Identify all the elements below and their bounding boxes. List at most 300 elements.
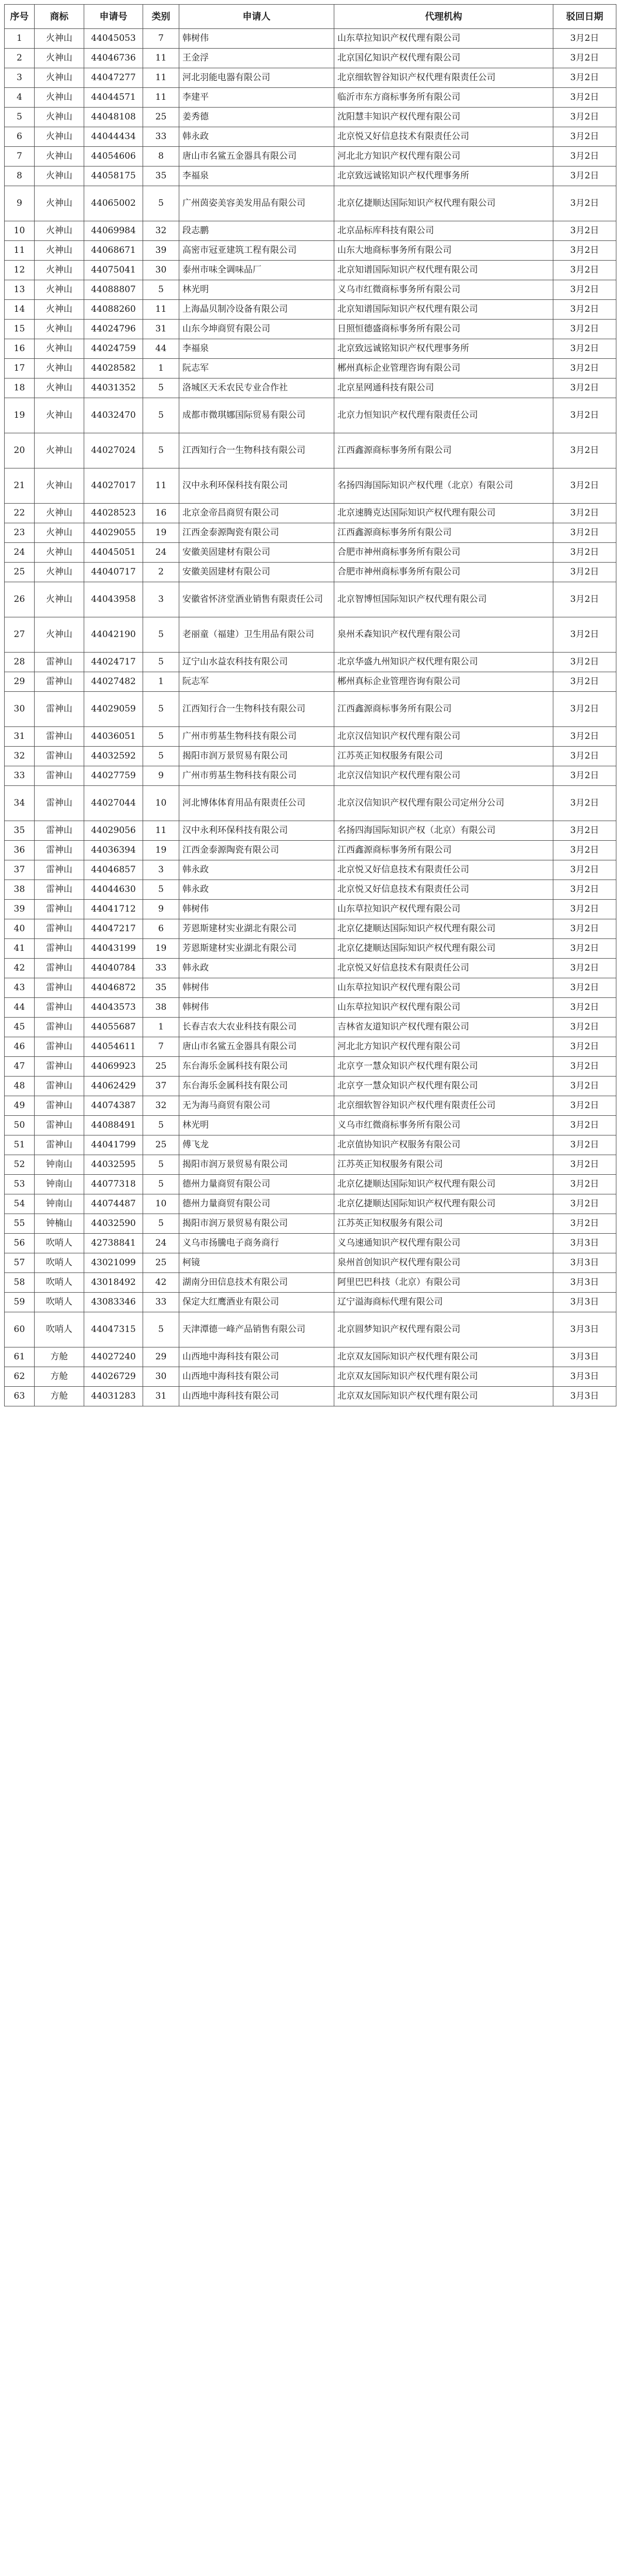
cell-index: 14 (5, 300, 35, 320)
cell-class: 7 (143, 29, 179, 49)
cell-index: 5 (5, 108, 35, 127)
cell-agency: 泉州首创知识产权代理有限公司 (334, 1253, 553, 1273)
cell-rejection-date: 3月2日 (553, 241, 616, 261)
cell-agency: 郴州真标企业管理咨询有限公司 (334, 359, 553, 378)
cell-agency: 日照恒德盛商标事务所有限公司 (334, 320, 553, 339)
cell-agency: 北京智博恒国际知识产权代理有限公司 (334, 582, 553, 617)
cell-agency: 北京亿捷顺达国际知识产权代理有限公司 (334, 939, 553, 959)
cell-agency: 郴州真标企业管理咨询有限公司 (334, 672, 553, 692)
table-row (5, 1312, 616, 1347)
cell-agency: 山东草拉知识产权代理有限公司 (334, 900, 553, 919)
cell-rejection-date: 3月2日 (553, 1175, 616, 1194)
cell-applicant: 安徽省怀济堂酒业销售有限责任公司 (179, 582, 334, 617)
cell-rejection-date: 3月2日 (553, 1135, 616, 1155)
cell-trademark: 雷神山 (35, 653, 84, 672)
cell-trademark: 雷神山 (35, 672, 84, 692)
cell-application-number: 44046857 (84, 860, 143, 880)
cell-class: 31 (143, 320, 179, 339)
cell-application-number: 44029059 (84, 692, 143, 727)
cell-agency: 江苏英正知权服务有限公司 (334, 1214, 553, 1234)
cell-application-number: 44029056 (84, 821, 143, 841)
table-row (5, 1018, 616, 1037)
cell-application-number: 44055687 (84, 1018, 143, 1037)
cell-applicant: 江西金泰源陶瓷有限公司 (179, 523, 334, 543)
cell-class: 5 (143, 1116, 179, 1135)
cell-index: 37 (5, 860, 35, 880)
cell-applicant: 韩永政 (179, 959, 334, 978)
cell-applicant: 保定大红鹰酒业有限公司 (179, 1293, 334, 1312)
cell-trademark: 火神山 (35, 582, 84, 617)
cell-application-number: 44027024 (84, 433, 143, 468)
cell-agency: 义乌速通知识产权代理有限公司 (334, 1234, 553, 1253)
cell-trademark: 火神山 (35, 378, 84, 398)
cell-class: 5 (143, 1155, 179, 1175)
cell-trademark: 火神山 (35, 127, 84, 147)
table-row (5, 241, 616, 261)
cell-agency: 北京亿捷顺达国际知识产权代理有限公司 (334, 1194, 553, 1214)
cell-rejection-date: 3月2日 (553, 978, 616, 998)
cell-rejection-date: 3月2日 (553, 147, 616, 166)
cell-class: 33 (143, 127, 179, 147)
cell-applicant: 李建平 (179, 88, 334, 108)
cell-index: 11 (5, 241, 35, 261)
cell-index: 12 (5, 261, 35, 280)
cell-applicant: 柯镜 (179, 1253, 334, 1273)
cell-agency: 北京亨一慧众知识产权代理有限公司 (334, 1077, 553, 1096)
cell-agency: 沈阳慧丰知识产权代理有限公司 (334, 108, 553, 127)
cell-application-number: 44058175 (84, 166, 143, 186)
cell-applicant: 揭阳市润万景贸易有限公司 (179, 1214, 334, 1234)
cell-rejection-date: 3月2日 (553, 127, 616, 147)
cell-class: 29 (143, 1347, 179, 1367)
cell-rejection-date: 3月2日 (553, 359, 616, 378)
cell-applicant: 傅飞龙 (179, 1135, 334, 1155)
cell-trademark: 火神山 (35, 108, 84, 127)
cell-applicant: 阮志军 (179, 359, 334, 378)
cell-class: 32 (143, 1096, 179, 1116)
cell-index: 63 (5, 1387, 35, 1406)
cell-index: 13 (5, 280, 35, 300)
cell-index: 17 (5, 359, 35, 378)
table-row (5, 978, 616, 998)
cell-trademark: 火神山 (35, 320, 84, 339)
cell-rejection-date: 3月2日 (553, 1155, 616, 1175)
cell-rejection-date: 3月2日 (553, 653, 616, 672)
table-row (5, 300, 616, 320)
cell-rejection-date: 3月2日 (553, 221, 616, 241)
cell-applicant: 姜秀德 (179, 108, 334, 127)
cell-applicant: 汉中永利环保科技有限公司 (179, 468, 334, 504)
cell-applicant: 无为海马商贸有限公司 (179, 1096, 334, 1116)
cell-class: 25 (143, 1253, 179, 1273)
cell-application-number: 44027482 (84, 672, 143, 692)
cell-trademark: 雷神山 (35, 919, 84, 939)
cell-application-number: 44088491 (84, 1116, 143, 1135)
cell-trademark: 吹哨人 (35, 1273, 84, 1293)
cell-applicant: 唐山市名鲨五金器具有限公司 (179, 1037, 334, 1057)
cell-trademark: 钟南山 (35, 1175, 84, 1194)
cell-applicant: 安徽美固建材有限公司 (179, 543, 334, 563)
cell-class: 33 (143, 959, 179, 978)
cell-index: 23 (5, 523, 35, 543)
cell-application-number: 44045051 (84, 543, 143, 563)
cell-agency: 北京汉信知识产权代理有限公司定州分公司 (334, 786, 553, 821)
cell-trademark: 雷神山 (35, 786, 84, 821)
cell-application-number: 44045053 (84, 29, 143, 49)
cell-agency: 北京双友国际知识产权代理有限公司 (334, 1387, 553, 1406)
cell-application-number: 44032470 (84, 398, 143, 433)
cell-rejection-date: 3月2日 (553, 378, 616, 398)
cell-class: 5 (143, 1175, 179, 1194)
cell-index: 19 (5, 398, 35, 433)
cell-trademark: 火神山 (35, 468, 84, 504)
cell-class: 24 (143, 543, 179, 563)
table-row (5, 88, 616, 108)
cell-class: 38 (143, 998, 179, 1018)
cell-index: 62 (5, 1367, 35, 1387)
cell-index: 26 (5, 582, 35, 617)
cell-rejection-date: 3月2日 (553, 617, 616, 653)
cell-class: 3 (143, 582, 179, 617)
cell-agency: 山东草拉知识产权代理有限公司 (334, 978, 553, 998)
cell-class: 8 (143, 147, 179, 166)
cell-rejection-date: 3月3日 (553, 1273, 616, 1293)
cell-trademark: 火神山 (35, 221, 84, 241)
header-trademark: 商标 (35, 5, 84, 29)
cell-agency: 北京值协知识产权服务有限公司 (334, 1135, 553, 1155)
cell-class: 11 (143, 88, 179, 108)
cell-index: 18 (5, 378, 35, 398)
cell-application-number: 44028523 (84, 504, 143, 523)
cell-class: 11 (143, 468, 179, 504)
cell-class: 10 (143, 1194, 179, 1214)
cell-applicant: 山西地中海科技有限公司 (179, 1367, 334, 1387)
cell-trademark: 火神山 (35, 433, 84, 468)
cell-trademark: 雷神山 (35, 860, 84, 880)
cell-trademark: 火神山 (35, 563, 84, 582)
cell-rejection-date: 3月2日 (553, 766, 616, 786)
cell-trademark: 吹哨人 (35, 1234, 84, 1253)
cell-rejection-date: 3月2日 (553, 821, 616, 841)
cell-rejection-date: 3月2日 (553, 1096, 616, 1116)
table-row (5, 147, 616, 166)
cell-applicant: 广州市剪基生物科技有限公司 (179, 727, 334, 747)
cell-agency: 北京汉信知识产权代理有限公司 (334, 766, 553, 786)
cell-agency: 北京汉信知识产权代理有限公司 (334, 727, 553, 747)
cell-rejection-date: 3月2日 (553, 582, 616, 617)
cell-agency: 江苏英正知权服务有限公司 (334, 747, 553, 766)
table-row (5, 841, 616, 860)
cell-trademark: 雷神山 (35, 1037, 84, 1057)
cell-index: 32 (5, 747, 35, 766)
cell-agency: 北京细软智谷知识产权代理有限责任公司 (334, 1096, 553, 1116)
cell-agency: 北京悦又好信息技术有限责任公司 (334, 880, 553, 900)
table-row (5, 1096, 616, 1116)
cell-applicant: 阮志军 (179, 672, 334, 692)
cell-agency: 北京国亿知识产权代理有限公司 (334, 49, 553, 68)
table-row (5, 959, 616, 978)
cell-class: 5 (143, 186, 179, 221)
cell-class: 11 (143, 821, 179, 841)
table-row (5, 1057, 616, 1077)
cell-trademark: 雷神山 (35, 959, 84, 978)
cell-trademark: 火神山 (35, 166, 84, 186)
cell-index: 58 (5, 1273, 35, 1293)
cell-trademark: 雷神山 (35, 841, 84, 860)
table-row (5, 747, 616, 766)
cell-rejection-date: 3月2日 (553, 1116, 616, 1135)
cell-index: 22 (5, 504, 35, 523)
cell-index: 15 (5, 320, 35, 339)
cell-index: 31 (5, 727, 35, 747)
cell-rejection-date: 3月3日 (553, 1253, 616, 1273)
cell-applicant: 成都市微琪娜国际贸易有限公司 (179, 398, 334, 433)
cell-agency: 临沂市东方商标事务所有限公司 (334, 88, 553, 108)
cell-trademark: 火神山 (35, 359, 84, 378)
cell-trademark: 吹哨人 (35, 1312, 84, 1347)
cell-trademark: 火神山 (35, 88, 84, 108)
cell-class: 33 (143, 1293, 179, 1312)
cell-index: 3 (5, 68, 35, 88)
cell-trademark: 吹哨人 (35, 1293, 84, 1312)
table-body (5, 29, 616, 1406)
cell-agency: 北京圆梦知识产权代理有限公司 (334, 1312, 553, 1347)
table-row (5, 468, 616, 504)
cell-class: 5 (143, 1312, 179, 1347)
cell-applicant: 李福泉 (179, 166, 334, 186)
cell-trademark: 火神山 (35, 241, 84, 261)
cell-rejection-date: 3月3日 (553, 1347, 616, 1367)
cell-application-number: 44042190 (84, 617, 143, 653)
cell-trademark: 钟南山 (35, 1194, 84, 1214)
cell-applicant: 韩永政 (179, 860, 334, 880)
cell-agency: 河北北方知识产权代理有限公司 (334, 1037, 553, 1057)
cell-applicant: 林光明 (179, 1116, 334, 1135)
cell-agency: 合肥市神州商标事务所有限公司 (334, 543, 553, 563)
cell-trademark: 火神山 (35, 29, 84, 49)
cell-index: 41 (5, 939, 35, 959)
cell-index: 36 (5, 841, 35, 860)
cell-trademark: 雷神山 (35, 1116, 84, 1135)
cell-class: 39 (143, 241, 179, 261)
cell-application-number: 44069984 (84, 221, 143, 241)
cell-class: 37 (143, 1077, 179, 1096)
cell-rejection-date: 3月2日 (553, 747, 616, 766)
cell-index: 28 (5, 653, 35, 672)
cell-index: 20 (5, 433, 35, 468)
cell-agency: 北京双友国际知识产权代理有限公司 (334, 1347, 553, 1367)
cell-class: 5 (143, 880, 179, 900)
cell-class: 10 (143, 786, 179, 821)
cell-class: 5 (143, 692, 179, 727)
cell-applicant: 韩树伟 (179, 978, 334, 998)
cell-agency: 北京力恒知识产权代理有限责任公司 (334, 398, 553, 433)
cell-application-number: 44043573 (84, 998, 143, 1018)
cell-applicant: 老丽童（福建）卫生用品有限公司 (179, 617, 334, 653)
cell-application-number: 44031352 (84, 378, 143, 398)
cell-class: 5 (143, 617, 179, 653)
cell-applicant: 揭阳市润万景贸易有限公司 (179, 747, 334, 766)
cell-index: 1 (5, 29, 35, 49)
table-row (5, 504, 616, 523)
cell-rejection-date: 3月2日 (553, 1077, 616, 1096)
cell-agency: 辽宁溢海商标代理有限公司 (334, 1293, 553, 1312)
cell-index: 2 (5, 49, 35, 68)
cell-trademark: 雷神山 (35, 900, 84, 919)
cell-rejection-date: 3月2日 (553, 563, 616, 582)
cell-index: 35 (5, 821, 35, 841)
cell-agency: 义乌市红微商标事务所有限公司 (334, 1116, 553, 1135)
cell-class: 5 (143, 433, 179, 468)
cell-applicant: 河北羽能电器有限公司 (179, 68, 334, 88)
cell-trademark: 雷神山 (35, 1057, 84, 1077)
table-row (5, 433, 616, 468)
cell-class: 16 (143, 504, 179, 523)
cell-application-number: 44077318 (84, 1175, 143, 1194)
cell-application-number: 44024759 (84, 339, 143, 359)
table-row (5, 359, 616, 378)
cell-applicant: 韩树伟 (179, 29, 334, 49)
cell-application-number: 44065002 (84, 186, 143, 221)
cell-class: 25 (143, 1135, 179, 1155)
rejection-table (4, 4, 616, 1406)
cell-trademark: 方舱 (35, 1387, 84, 1406)
table-row (5, 919, 616, 939)
cell-rejection-date: 3月2日 (553, 672, 616, 692)
table-row (5, 1077, 616, 1096)
cell-trademark: 雷神山 (35, 766, 84, 786)
cell-agency: 山东草拉知识产权代理有限公司 (334, 998, 553, 1018)
cell-class: 5 (143, 378, 179, 398)
cell-class: 11 (143, 68, 179, 88)
cell-class: 32 (143, 221, 179, 241)
cell-class: 35 (143, 978, 179, 998)
header-agency: 代理机构 (334, 5, 553, 29)
cell-trademark: 火神山 (35, 280, 84, 300)
cell-class: 6 (143, 919, 179, 939)
cell-class: 44 (143, 339, 179, 359)
cell-index: 46 (5, 1037, 35, 1057)
cell-index: 10 (5, 221, 35, 241)
cell-rejection-date: 3月2日 (553, 998, 616, 1018)
cell-application-number: 44027017 (84, 468, 143, 504)
cell-class: 30 (143, 261, 179, 280)
cell-application-number: 44068671 (84, 241, 143, 261)
cell-index: 48 (5, 1077, 35, 1096)
cell-index: 45 (5, 1018, 35, 1037)
cell-agency: 山东草拉知识产权代理有限公司 (334, 29, 553, 49)
cell-rejection-date: 3月2日 (553, 1018, 616, 1037)
cell-class: 42 (143, 1273, 179, 1293)
cell-index: 40 (5, 919, 35, 939)
cell-application-number: 44040717 (84, 563, 143, 582)
cell-application-number: 44044630 (84, 880, 143, 900)
cell-rejection-date: 3月2日 (553, 841, 616, 860)
cell-rejection-date: 3月2日 (553, 504, 616, 523)
cell-rejection-date: 3月2日 (553, 166, 616, 186)
cell-rejection-date: 3月2日 (553, 433, 616, 468)
cell-class: 5 (143, 398, 179, 433)
cell-applicant: 唐山市名鲨五金器具有限公司 (179, 147, 334, 166)
cell-trademark: 火神山 (35, 49, 84, 68)
cell-agency: 北京知谱国际知识产权代理有限公司 (334, 300, 553, 320)
cell-trademark: 钟楠山 (35, 1214, 84, 1234)
cell-application-number: 44044571 (84, 88, 143, 108)
cell-application-number: 43021099 (84, 1253, 143, 1273)
cell-index: 34 (5, 786, 35, 821)
cell-class: 31 (143, 1387, 179, 1406)
cell-class: 11 (143, 300, 179, 320)
table-row (5, 543, 616, 563)
cell-rejection-date: 3月2日 (553, 186, 616, 221)
cell-rejection-date: 3月2日 (553, 398, 616, 433)
cell-trademark: 雷神山 (35, 880, 84, 900)
table-row (5, 1347, 616, 1367)
cell-rejection-date: 3月3日 (553, 1312, 616, 1347)
cell-rejection-date: 3月2日 (553, 280, 616, 300)
cell-applicant: 湖南分田信息技术有限公司 (179, 1273, 334, 1293)
cell-applicant: 义乌市扬騰电子商务商行 (179, 1234, 334, 1253)
table-row (5, 727, 616, 747)
cell-applicant: 韩树伟 (179, 900, 334, 919)
cell-index: 8 (5, 166, 35, 186)
table-row (5, 1194, 616, 1214)
cell-application-number: 42738841 (84, 1234, 143, 1253)
cell-application-number: 44036394 (84, 841, 143, 860)
cell-rejection-date: 3月2日 (553, 1214, 616, 1234)
cell-trademark: 火神山 (35, 617, 84, 653)
cell-agency: 北京星网通科技有限公司 (334, 378, 553, 398)
cell-application-number: 44027759 (84, 766, 143, 786)
cell-trademark: 雷神山 (35, 978, 84, 998)
cell-rejection-date: 3月2日 (553, 880, 616, 900)
cell-application-number: 44028582 (84, 359, 143, 378)
cell-trademark: 火神山 (35, 300, 84, 320)
cell-class: 24 (143, 1234, 179, 1253)
cell-class: 30 (143, 1367, 179, 1387)
cell-applicant: 江西知行合一生物科技有限公司 (179, 692, 334, 727)
cell-rejection-date: 3月2日 (553, 692, 616, 727)
cell-trademark: 雷神山 (35, 939, 84, 959)
table-row (5, 186, 616, 221)
table-header (5, 5, 616, 29)
cell-trademark: 方舱 (35, 1347, 84, 1367)
cell-rejection-date: 3月2日 (553, 919, 616, 939)
cell-application-number: 44027044 (84, 786, 143, 821)
table-row (5, 1273, 616, 1293)
cell-applicant: 辽宁山水益农科技有限公司 (179, 653, 334, 672)
cell-agency: 吉林省友道知识产权代理有限公司 (334, 1018, 553, 1037)
cell-applicant: 山西地中海科技有限公司 (179, 1347, 334, 1367)
cell-trademark: 雷神山 (35, 1135, 84, 1155)
cell-agency: 北京悦又好信息技术有限责任公司 (334, 959, 553, 978)
cell-application-number: 44046872 (84, 978, 143, 998)
cell-index: 33 (5, 766, 35, 786)
cell-application-number: 43083346 (84, 1293, 143, 1312)
cell-applicant: 洛城区天禾农民专业合作社 (179, 378, 334, 398)
cell-index: 59 (5, 1293, 35, 1312)
cell-index: 61 (5, 1347, 35, 1367)
cell-index: 60 (5, 1312, 35, 1347)
table-row (5, 221, 616, 241)
cell-index: 7 (5, 147, 35, 166)
table-row (5, 280, 616, 300)
cell-application-number: 44040784 (84, 959, 143, 978)
table-row (5, 653, 616, 672)
cell-agency: 名扬四海国际知识产权代理（北京）有限公司 (334, 468, 553, 504)
cell-agency: 泉州禾森知识产权代理有限公司 (334, 617, 553, 653)
header-applicant: 申请人 (179, 5, 334, 29)
